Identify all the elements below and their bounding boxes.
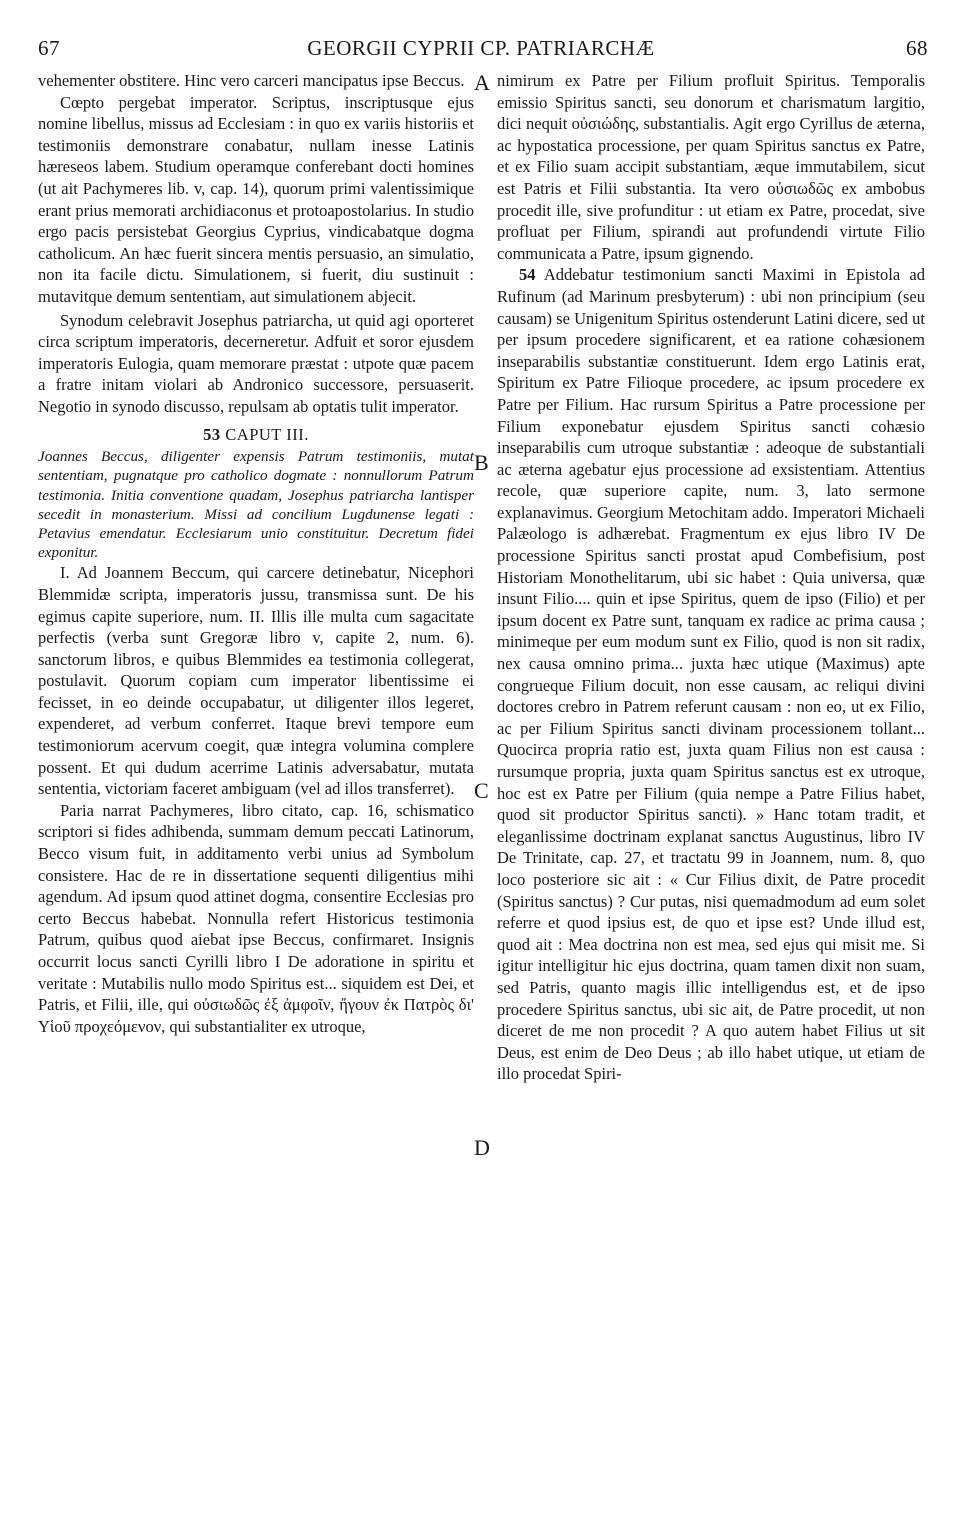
- section-number: 53: [203, 424, 221, 444]
- left-paragraph-3: Synodum celebravit Josephus patriarcha, ut quid agi oporteret circa scriptum imperatoris, decerneretur. Adfuit et soror ejusdem imperatoris Eulogia, quam memorare præstat : utpote quæ pacem a fratre initam violari ab Andronico successore, persuaserit. Negotio in synodo discusso, repulsam ab optatis tulit imperator.: [38, 310, 474, 416]
- left-paragraph-4: I. Ad Joannem Beccum, qui carcere detinebatur, Nicephori Blemmidæ scripta, imperatoris jussu, transmissa sunt. De his egimus capite superiore, num. II. Illis ille multa cum sagacitate perfectis (verba sunt Gregoræ libro v, capite 2, num. 6). sanctorum libros, e quibus Blemmides ea testimonia collegerat, postulavit. Quorum copiam cum imperator libentissime ei fecisset, in eo deinde occupabatur, ut diligenter illos legeret, expenderet, ad verbum conferret. Itaque brevi tempore eum testimoniorum acervum coegit, quæ integra volumina complere possent. Et qui dudum acerrime Latinis adversabatur, mutata sententia, victoriam faceret ambiguam (vel ad illos transferret).: [38, 563, 474, 799]
- chapter-summary: Joannes Beccus, diligenter expensis Patrum testimoniis, mutat sententiam, pugnatque pro catholico dogmate : nonnullorum Patrum testimonia. Initia conventione quadam, Josephus patriarcha lantisper secedit in monasterium. Missi ad concilium Lugdunense legati : Petavius emendatur. Ecclesiarum unio constituitur. Decretum fidei exponitur.: [38, 448, 474, 562]
- right-paragraph-1: nimirum ex Patre per Filium profluit Spiritus. Temporalis emissio Spiritus sancti, seu donorum et charismatum largitio, dici nequit οὐσιώδης, substantialis. Agit ergo Cyrillus de æterna, ac hypostatica processione, per quam Spiritus sanctus ex Patre, et ex Filio suam accipit substantiam, æque immutabilem, sicut est Patris et Filii substantia. Ita vero οὐσιωδῶς ex ambobus procedit ille, sive profunditur : ut etiam ex Patre, procedat, sive profluat per Filium, spirandi aut profundendi virtute Filio communicata a Patre, ipsum gignendo.: [497, 71, 925, 263]
- caput-heading: [38, 424, 474, 446]
- caput-title: CAPUT III.: [225, 424, 309, 444]
- right-column: [497, 70, 925, 1085]
- margin-marker-d: D: [474, 1135, 490, 1160]
- right-paragraph-2-text: Addebatur testimonium sancti Maximi in Epistola ad Rufinum (ad Marinum presbyterum) : ubi non principium (seu causam) se Unigenitum Spiritus ostenderunt Latini dicere, sed ut per ipsum procedere significarent, et ea ratione cohæsionem inseparabilis substantiæ constituerunt. Idem ergo Latinis erat, Spiritum ex Patre Filioque procedere, ac ipsum procedere ex Patre per Filium. Hac rursum Spiritus a Patre processione per Filium exponebatur ejusdem Spiritus sancti cohæsio inseparabilis cum utroque substantiæ : adeoque de substantiali ac æterna agebatur ejus processione ad exsistentiam. Attentius recole, quæ superiore capite, num. 3, lato sermone explanavimus. Georgium Metochitam addo. Imperatori Michaeli Palæologo is adhærebat. Fragmentum ex ejus libro IV De processione Spiritus sancti prostat apud Combefisium, post Historiam Monothelitarum, ubi sic habet : Quia universa, quæ insunt Filio.... quin et ipse Spiritus, quem de ipso (Filio) et per ipsum docent ex Patre sunt, tanquam ex radice ac prima causa ; minimeque per eum modum sunt ex Filio, quod is non sit radix, nex causa omnino prima... juxta hæc utique (Maximus) apte congrueque Filium docuit, non esse causam, ac reliqui divini doctores crebro in Patrem referunt causam : non eo, ut ex Filio, ac per Filium Spiritus sancti divinam processionem tollant... Quocirca propria ratio est, juxta quam Filius non est causa : rursumque propria, juxta quam Spiritus sanctus est ex utroque, hoc est ex Patre per Filium (quia nempe a Patre Filius habet, quod sit productor Spiritus sancti). » Hanc totam tradit, et eleganlissime doctrinam explanat sanctus Augustinus, libro IV De Trinitate, cap. 27, et tractatu 99 in Joannem, num. 8, quo loco posteriore sic ait : « Cur Filius dixit, de Patre procedit (Spiritus sanctus) ? Cur putas, nisi quemadmodum ad eum solet referre et quod ipsius est, de quo et ipse est? Unde illud est, quod ait : Mea doctrina non est mea, sed ejus qui misit me. Si igitur intelligitur hic ejus doctrina, quam tamen dixit non suam, sed Patris, quanto magis illic intelligendus est, et de ipso procedere Spiritus sanctus, ubi sic ait, de Patre procedit, ut non diceret de me non procedit ? A quo autem habet Filius ut sit Deus, est enim de Deo Deus ; ab illo habet utique, ut etiam de illo procedat Spiri-: [497, 265, 926, 1084]
- right-paragraph-2: [497, 264, 925, 1085]
- page-number-left: 67: [38, 36, 60, 60]
- running-title: GEORGII CYPRII CP. PATRIARCHÆ: [307, 36, 655, 60]
- section-number: 54: [519, 265, 536, 285]
- margin-marker-a: A: [474, 70, 490, 95]
- left-paragraph-1: vehementer obstitere. Hinc vero carceri mancipatus ipse Beccus.: [38, 71, 465, 90]
- left-paragraph-2: Cœpto pergebat imperator. Scriptus, inscriptusque ejus nomine libellus, missus ad Ecclesiam : in quo ex variis historiis et testimoniis demonstrare conabatur, nullam inesse Latinis hæreseos labem. Studium operamque conferebant docti homines (ut ait Pachymeres lib. v, cap. 14), quorum primi valentissimique erant prius memorati archidiaconus et protoapostolarius. In studio ergo pacis persistebat Georgius Cyprius, vindicabatque dogma catholicum. An hæc fuerit sincera mentis persuasio, an simulatio, non ita facile dictu. Simulationem, si fuerit, diu sustinuit : mutavitque demum sententiam, aut simulationem abjecit.: [38, 92, 474, 306]
- margin-marker-c: C: [474, 778, 489, 803]
- running-header: [0, 32, 962, 62]
- margin-marker-b: B: [474, 450, 489, 475]
- page-number-right: 68: [906, 36, 928, 60]
- left-paragraph-5: Paria narrat Pachymeres, libro citato, cap. 16, schismatico scriptori si fides adhibenda, summam demum peccati Latinorum, Becco visum fuit, in additamento verbi unius ad Symbolum consistere. Hac de re in dissertatione sequenti diligentius mihi agendum. Ad ipsum quod attinet dogma, consentire Ecclesias pro certo Beccus habebat. Nonnulla refert Historicus testimonia Patrum, quibus quod aiebat ipse Beccus, confirmaret. Insignis occurrit locus sancti Cyrilli libro I De adoratione in spiritu et veritate : Mutabilis nullo modo Spiritus est... siquidem est Dei, et Patris, et Filii, ille, qui οὐσιωδῶς ἐξ ἀμφοῖν, ἤγουν ἐκ Πατρὸς δι' Υἱοῦ προχεόμενον, qui substantialiter ex utroque,: [38, 800, 474, 1036]
- left-column: [38, 70, 474, 1037]
